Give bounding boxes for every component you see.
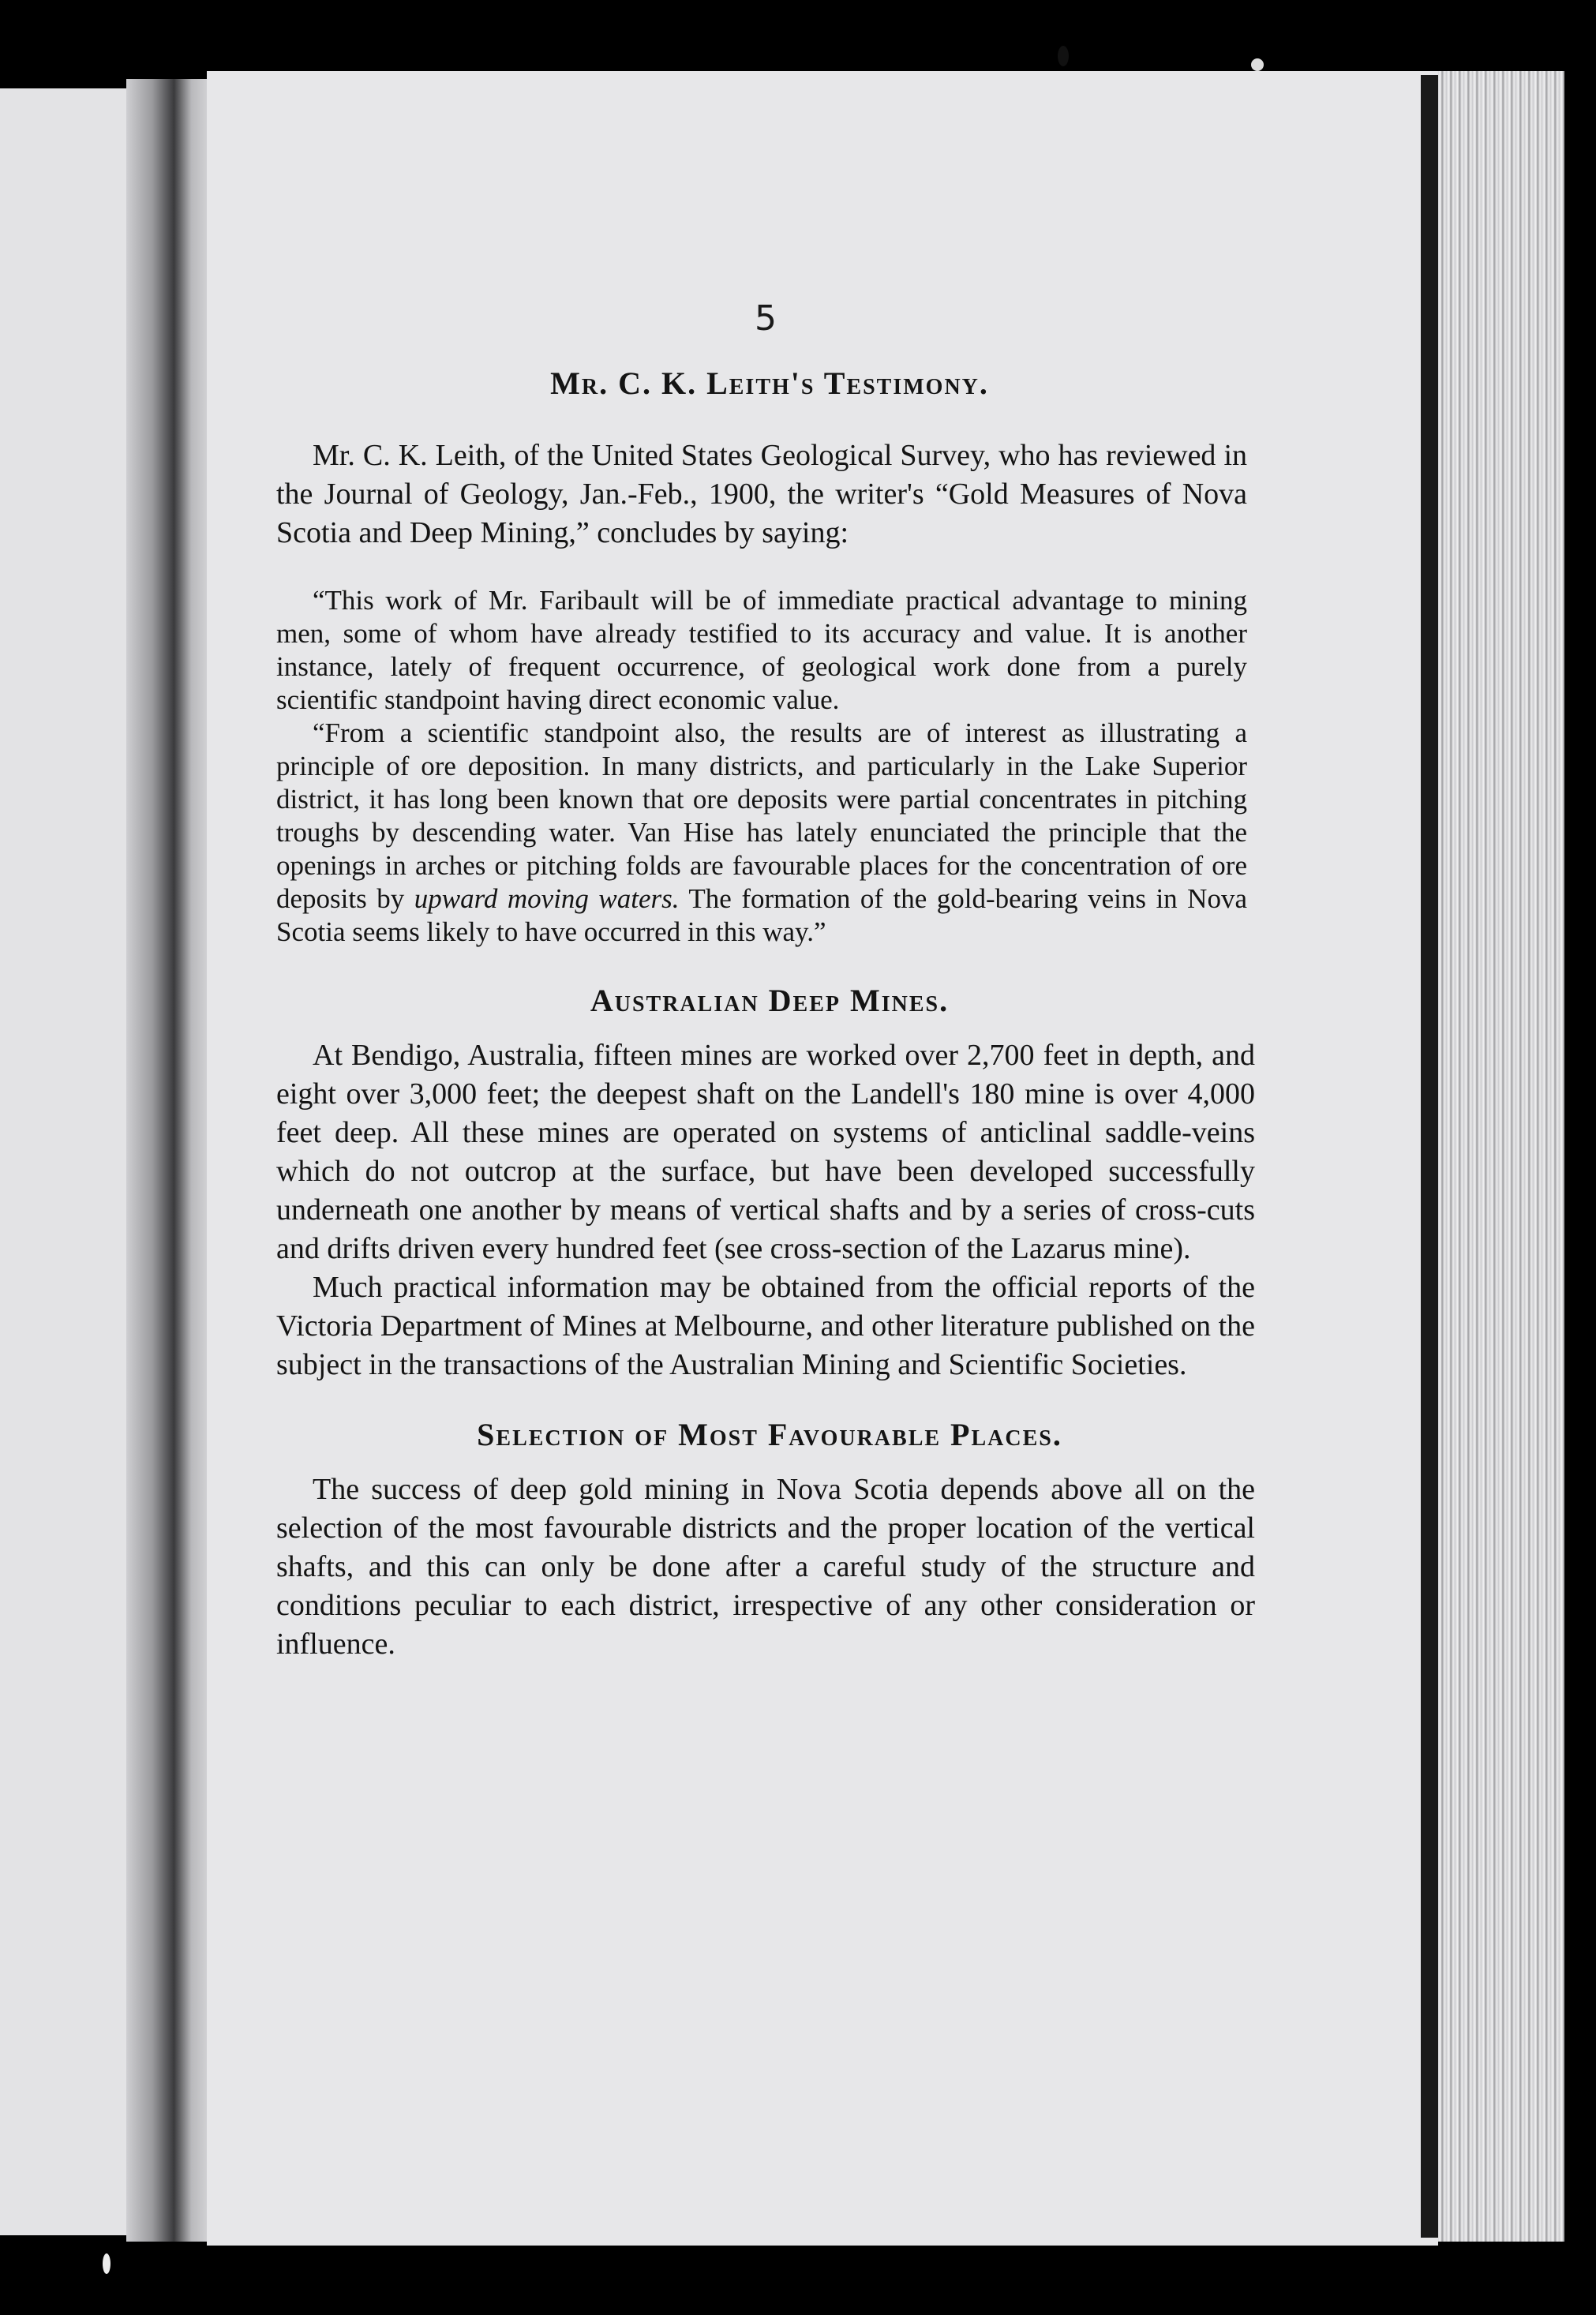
australian-paragraph-2: Much practical information may be obtained from the official reports of the Victoria Department of Mines at Melbourne, and other literature published on the subject in the transactions of the Australian Mining and Scientific Societies.: [276, 1271, 1255, 1381]
selection-paragraph-1: The success of deep gold mining in Nova Scotia depends above all on the selection of the most favourable districts and the proper location of the vertical shafts, and this can only be done after a careful study of the structure and conditions peculiar to each district, irrespective of any other consideration or influence.: [276, 1473, 1255, 1661]
book-gutter: [126, 79, 213, 2242]
page-number: 5: [755, 298, 777, 339]
quote-2-end: The formation of the gold-bearing veins in Nova Scotia seems likely to have occurred in this way.”: [276, 883, 1247, 947]
quote-2-italic: upward moving waters.: [414, 883, 680, 914]
fore-edge-pages: [1438, 71, 1564, 2242]
quote-2-start: “From a scientific standpoint also, the results are of interest as illustrating a principle of ore deposition. In many districts, and particularly in the Lake Superior district, it has long been known that ore deposits were partial concentrates in pitching troughs by descending water. Van Hise has lately enunciated the principle that the openings in arches or pitching folds are favourable places for the concentration of ore deposits by: [276, 717, 1247, 914]
section-heading-testimony: Mr. C. K. Leith's Testimony.: [550, 365, 989, 401]
page-edge-shadow: [1421, 75, 1438, 2238]
scan-speck: [103, 2253, 111, 2274]
leith-quote-paragraph-2: [276, 717, 1247, 949]
section-heading-australian: Australian Deep Mines.: [590, 983, 950, 1018]
australian-paragraph-1: At Bendigo, Australia, fifteen mines are worked over 2,700 feet in depth, and eight over 3,000 feet; the deepest shaft on the Landell's 180 mine is over 4,000 feet deep. All these mines are operated on systems of anticlinal saddle-veins which do not outcrop at the surface, but have been developed successfully underneath one another by means of vertical shafts and by a series of cross-cuts and drifts driven every hundred feet (see cross-section of the Lazarus mine).: [276, 1039, 1255, 1265]
scan-speck: [1058, 46, 1069, 66]
page-body: [276, 292, 1263, 1664]
scan-speck: [1251, 58, 1264, 71]
testimony-intro: Mr. C. K. Leith, of the United States Geological Survey, who has reviewed in the Journal of Geology, Jan.-Feb., 1900, the writer's “Gold Measures of Nova Scotia and Deep Mining,” concludes by saying:: [276, 439, 1247, 549]
leith-quote-paragraph-1: “This work of Mr. Faribault will be of immediate practical advantage to mining men, some of whom have already testified to its accuracy and value. It is another instance, lately of frequent occurrence, of geological work done from a purely scientific standpoint having direct economic value.: [276, 585, 1247, 715]
section-heading-selection: Selection of Most Favourable Places.: [477, 1417, 1062, 1452]
